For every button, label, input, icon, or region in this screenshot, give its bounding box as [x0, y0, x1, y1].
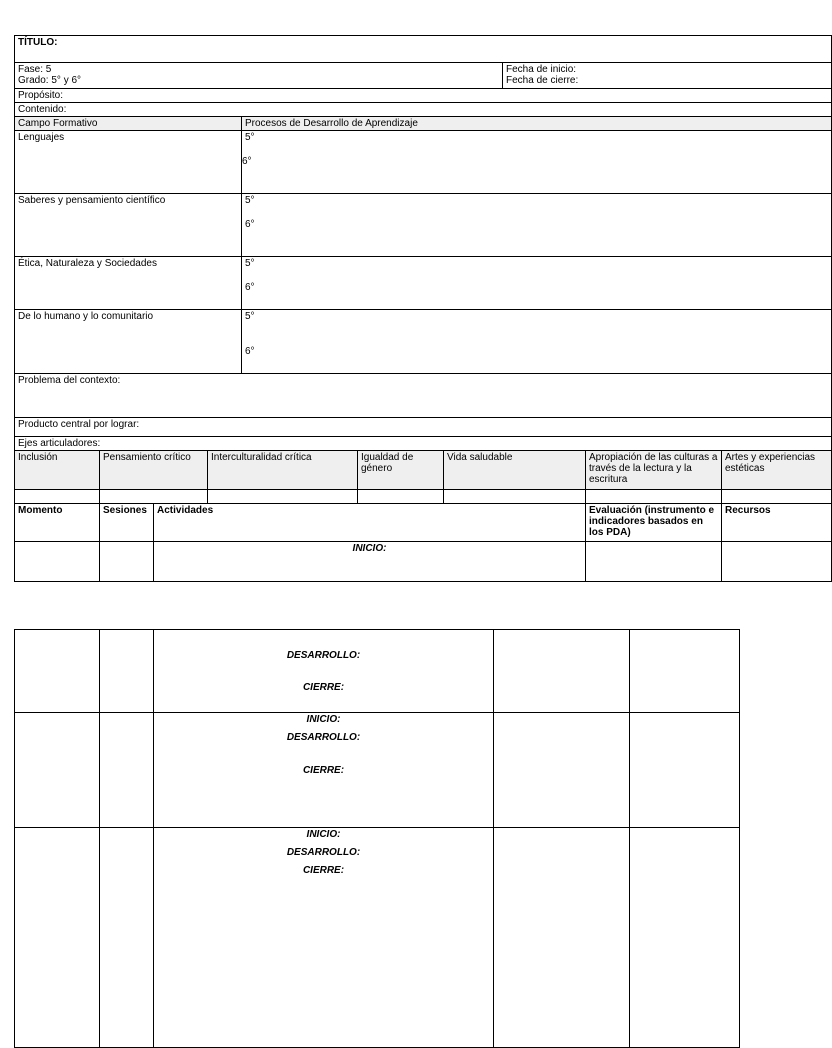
contenido-field[interactable]: Contenido: — [15, 103, 832, 117]
recursos-header: Recursos — [722, 504, 832, 542]
titulo-field[interactable]: TÍTULO: — [15, 36, 832, 63]
desarrollo-label: DESARROLLO: — [286, 847, 361, 858]
sesiones-header: Sesiones — [100, 504, 154, 542]
evaluacion-header: Evaluación (instrumento e indicadores basados en los PDA) — [586, 504, 722, 542]
pda-etica-cell[interactable] — [242, 257, 832, 310]
eje-check-apropiacion[interactable] — [586, 490, 722, 504]
fase-grado-cell[interactable] — [15, 63, 503, 89]
inicio-label: INICIO: — [352, 543, 387, 554]
momento-cell[interactable] — [15, 630, 100, 713]
sesiones-cell[interactable] — [100, 828, 154, 1048]
fase-label: Fase: 5 — [18, 64, 52, 75]
evaluacion-cell[interactable] — [494, 713, 630, 828]
campo-lenguajes: Lenguajes — [15, 131, 242, 194]
eje-pensamiento: Pensamiento crítico — [100, 451, 208, 490]
cierre-label: CIERRE: — [302, 682, 345, 693]
grado-label: Grado: 5° y 6° — [18, 75, 82, 86]
eje-check-igualdad[interactable] — [358, 490, 444, 504]
momento-cell[interactable] — [15, 828, 100, 1048]
grade-5-label: 5° — [245, 195, 255, 206]
evaluacion-cell[interactable] — [494, 828, 630, 1048]
actividades-header: Actividades — [154, 504, 586, 542]
eje-check-artes[interactable] — [722, 490, 832, 504]
eje-interculturalidad: Interculturalidad crítica — [208, 451, 358, 490]
momento-header: Momento — [15, 504, 100, 542]
campo-humano: De lo humano y lo comunitario — [15, 310, 242, 374]
actividades-cell[interactable] — [154, 542, 586, 582]
grade-6-label: 6° — [245, 346, 255, 357]
ejes-label: Ejes articuladores: — [15, 437, 832, 451]
recursos-cell[interactable] — [630, 828, 740, 1048]
grade-5-label: 5° — [245, 258, 255, 269]
sesiones-cell[interactable] — [100, 713, 154, 828]
grade-5-label: 5° — [245, 132, 255, 143]
momento-cell[interactable] — [15, 713, 100, 828]
pda-header: Procesos de Desarrollo de Aprendizaje — [242, 117, 832, 131]
recursos-cell[interactable] — [630, 630, 740, 713]
inicio-label: INICIO: — [306, 714, 341, 725]
cierre-label: CIERRE: — [302, 865, 345, 876]
evaluacion-cell[interactable] — [494, 630, 630, 713]
proposito-field[interactable]: Propósito: — [15, 89, 832, 103]
eje-artes: Artes y experiencias estéticas — [722, 451, 832, 490]
cierre-label: CIERRE: — [302, 765, 345, 776]
momento-cell[interactable] — [15, 542, 100, 582]
recursos-cell[interactable] — [630, 713, 740, 828]
sesiones-cell[interactable] — [100, 542, 154, 582]
recursos-cell[interactable] — [722, 542, 832, 582]
campo-etica: Ética, Naturaleza y Sociedades — [15, 257, 242, 310]
planning-table — [14, 35, 832, 582]
evaluacion-cell[interactable] — [586, 542, 722, 582]
grade-6-label: 6° — [245, 282, 255, 293]
grade-5-label: 5° — [245, 311, 255, 322]
eje-check-interculturalidad[interactable] — [208, 490, 358, 504]
campo-formativo-header: Campo Formativo — [15, 117, 242, 131]
pda-lenguajes-cell[interactable] — [242, 131, 832, 194]
producto-field[interactable]: Producto central por lograr: — [15, 418, 832, 437]
planning-sheet-page-1 — [14, 35, 816, 558]
planning-sheet-page-2 — [14, 629, 739, 1024]
fechas-cell[interactable] — [503, 63, 832, 89]
eje-vida: Vida saludable — [444, 451, 586, 490]
campo-saberes: Saberes y pensamiento científico — [15, 194, 242, 257]
fecha-cierre-label: Fecha de cierre: — [506, 75, 579, 86]
eje-apropiacion: Apropiación de las culturas a través de la lectura y la escritura — [586, 451, 722, 490]
inicio-label: INICIO: — [306, 829, 341, 840]
eje-inclusion: Inclusión — [15, 451, 100, 490]
eje-check-pensamiento[interactable] — [100, 490, 208, 504]
grade-6-label: 6° — [245, 219, 255, 230]
fecha-inicio-label: Fecha de inicio: — [506, 64, 577, 75]
actividades-cell[interactable] — [154, 630, 494, 713]
grade-6-label: 6° — [242, 156, 252, 167]
eje-check-vida[interactable] — [444, 490, 586, 504]
eje-check-inclusion[interactable] — [15, 490, 100, 504]
problema-field[interactable]: Problema del contexto: — [15, 374, 832, 418]
actividades-cell[interactable] — [154, 713, 494, 828]
desarrollo-label: DESARROLLO: — [286, 732, 361, 743]
pda-saberes-cell[interactable] — [242, 194, 832, 257]
actividades-cell[interactable] — [154, 828, 494, 1048]
eje-igualdad: Igualdad de género — [358, 451, 444, 490]
sesiones-cell[interactable] — [100, 630, 154, 713]
planning-table-continued — [14, 629, 740, 1048]
desarrollo-label: DESARROLLO: — [286, 650, 361, 661]
pda-humano-cell[interactable] — [242, 310, 832, 374]
